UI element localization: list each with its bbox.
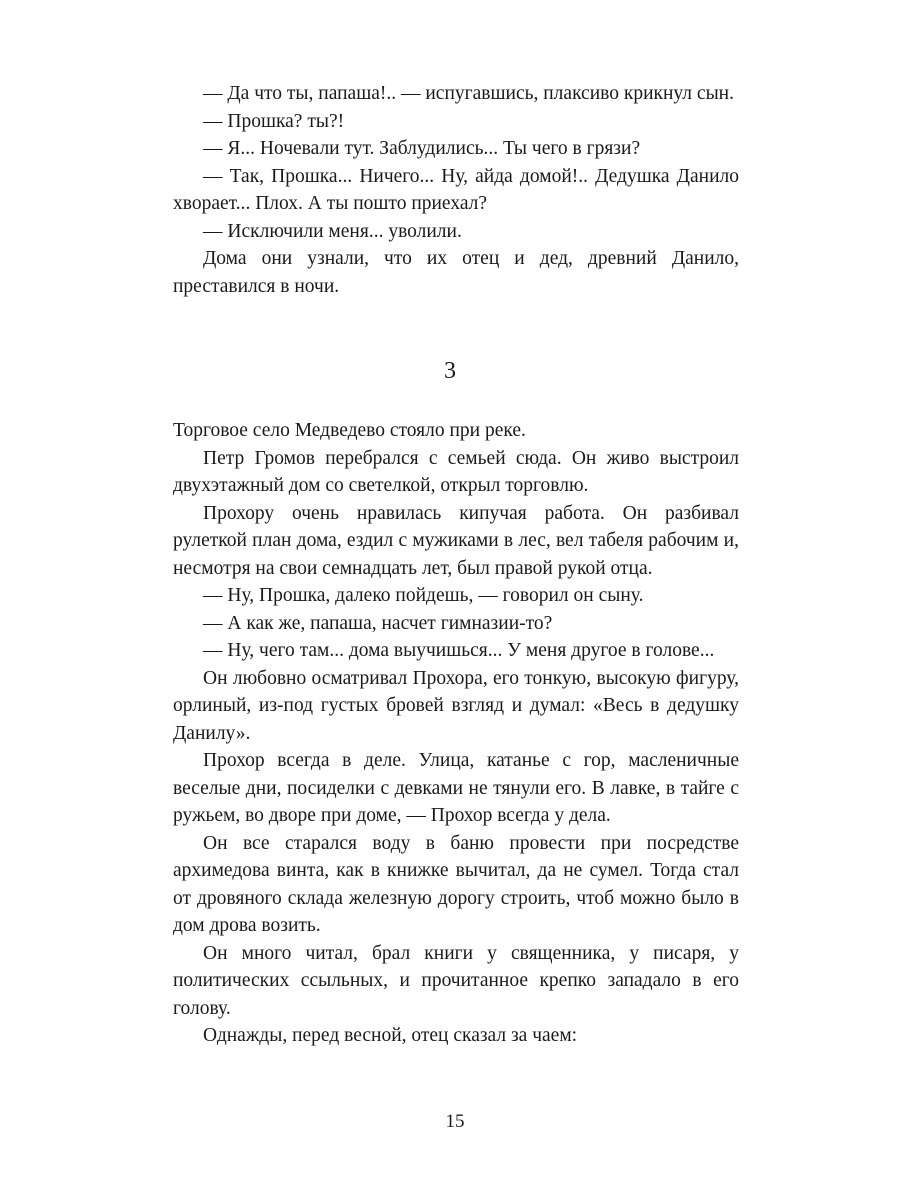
paragraph: — Да что ты, папаша!.. — испугавшись, плаксиво крикнул сын. [203,83,734,104]
paragraph: Прохор всегда в деле. Улица, катанье с гор, масленичные веселые дни, посиделки с девками не тянули его. В лавке, в тайге с ружьем, во дворе при доме, — Прохор всегда у дела. [173,750,739,826]
top-text-block [173,80,739,300]
main-text-block [173,417,739,1050]
chapter-number: 3 [444,358,456,384]
paragraph: Однажды, перед весной, отец сказал за чаем: [203,1025,578,1046]
paragraph: — Так, Прошка... Ничего... Ну, айда домой!.. Дедушка Данило хворает... Плох. А ты пошто приехал? [173,165,739,214]
paragraph: Он много читал, брал книги у священника, у писаря, у политических ссыльных, и прочитанное крепко западало в его голову. [173,942,739,1019]
paragraph: Торговое село Медведево стояло при реке. [173,420,526,441]
paragraph: — Исключили меня... уволили. [203,220,462,242]
paragraph: — Ну, чего там... дома выучишься... У меня другое в голове... [203,640,715,661]
page-number: 15 [445,1111,465,1132]
paragraph: — Ну, Прошка, далеко пойдешь, — говорил он сыну. [203,585,644,606]
paragraph: Прохору очень нравилась кипучая работа. Он разбивал рулеткой план дома, ездил с мужиками в лес, вел табеля рабочим и, несмотря на свои семнадцать лет, был правой рукой отца. [173,502,739,579]
paragraph: Петр Громов перебрался с семьей сюда. Он живо выстроил двухэтажный дом со светелкой, открыл торговлю. [173,447,739,496]
paragraph: Он любовно осматривал Прохора, его тонкую, высокую фигуру, орлиный, из-под густых бровей взгляд и думал: «Весь в дедушку Данилу». [173,667,739,744]
paragraph: Он все старался воду в баню провести при посредстве архимедова винта, как в книжке вычитал, да не сумел. Тогда стал от дровяного склада железную дорогу строить, чтоб можно было в дом дрова возить. [173,832,739,936]
paragraph: — Прошка? ты?! [203,110,345,132]
paragraph: — Я... Ночевали тут. Заблудились... Ты чего в грязи? [203,138,641,159]
paragraph: — А как же, папаша, насчет гимназии-то? [203,612,553,634]
paragraph: Дома они узнали, что их отец и дед, древний Данило, преставился в ночи. [173,248,739,297]
